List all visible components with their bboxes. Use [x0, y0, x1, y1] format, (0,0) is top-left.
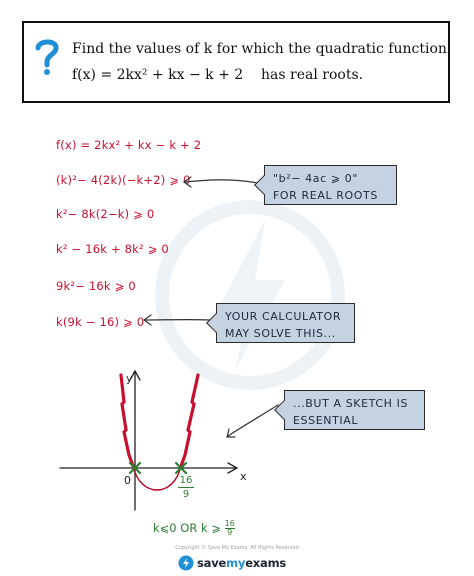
- working-step-3: k²− 8k(2−k) ⩾ 0: [56, 207, 155, 221]
- x-axis-label: x: [240, 470, 247, 483]
- origin-label: 0: [124, 474, 131, 487]
- parabola-bottom: [133, 466, 181, 490]
- brand-logo: [178, 555, 286, 571]
- copyright-text: Copyright © Save My Exams. All Rights Reserved: [175, 545, 299, 551]
- question-text-line1: Find the values of k for which the quadratic function: [72, 41, 447, 57]
- answer-fraction: [225, 520, 235, 537]
- question-suffix: has real roots.: [261, 67, 364, 83]
- callout-sketch-line2: ESSENTIAL: [293, 414, 359, 427]
- brand-bolt-icon: [178, 555, 194, 571]
- question-function: f(x) = 2kx² + kx − k + 2: [72, 67, 244, 83]
- callout-discriminant-line2: FOR REAL ROOTS: [273, 189, 378, 202]
- callout-sketch-line1: ...BUT A SKETCH IS: [293, 397, 409, 410]
- brand-my: my: [226, 556, 246, 570]
- answer-frac-den: 9: [227, 528, 233, 537]
- y-axis-label: y: [126, 372, 133, 385]
- root-numerator: 16: [179, 475, 193, 486]
- final-answer: [153, 520, 235, 537]
- answer-frac-num: 16: [224, 519, 235, 528]
- working-step-4: k² − 16k + 8k² ⩾ 0: [56, 242, 169, 256]
- brand-save: save: [197, 556, 227, 570]
- callout-discriminant-line1: "b²− 4ac ⩾ 0": [273, 172, 359, 185]
- working-step-1: f(x) = 2kx² + kx − k + 2: [56, 138, 202, 152]
- root-label-16-9: [178, 475, 194, 500]
- callout-calculator-line1: YOUR CALCULATOR: [225, 310, 342, 323]
- brand-exams: exams: [245, 556, 287, 570]
- root-denominator: 9: [182, 489, 190, 500]
- parabola-left-arm: [121, 375, 133, 466]
- parabola-right-arm: [181, 375, 198, 466]
- working-step-6: k(9k − 16) ⩾ 0: [56, 315, 145, 329]
- answer-text: k⩽0 OR k ⩾: [153, 521, 225, 535]
- working-step-2: (k)²− 4(2k)(−k+2) ⩾ 0: [56, 173, 191, 187]
- working-step-5: 9k²− 16k ⩾ 0: [56, 279, 136, 293]
- callout-calculator-line2: MAY SOLVE THIS...: [225, 327, 336, 340]
